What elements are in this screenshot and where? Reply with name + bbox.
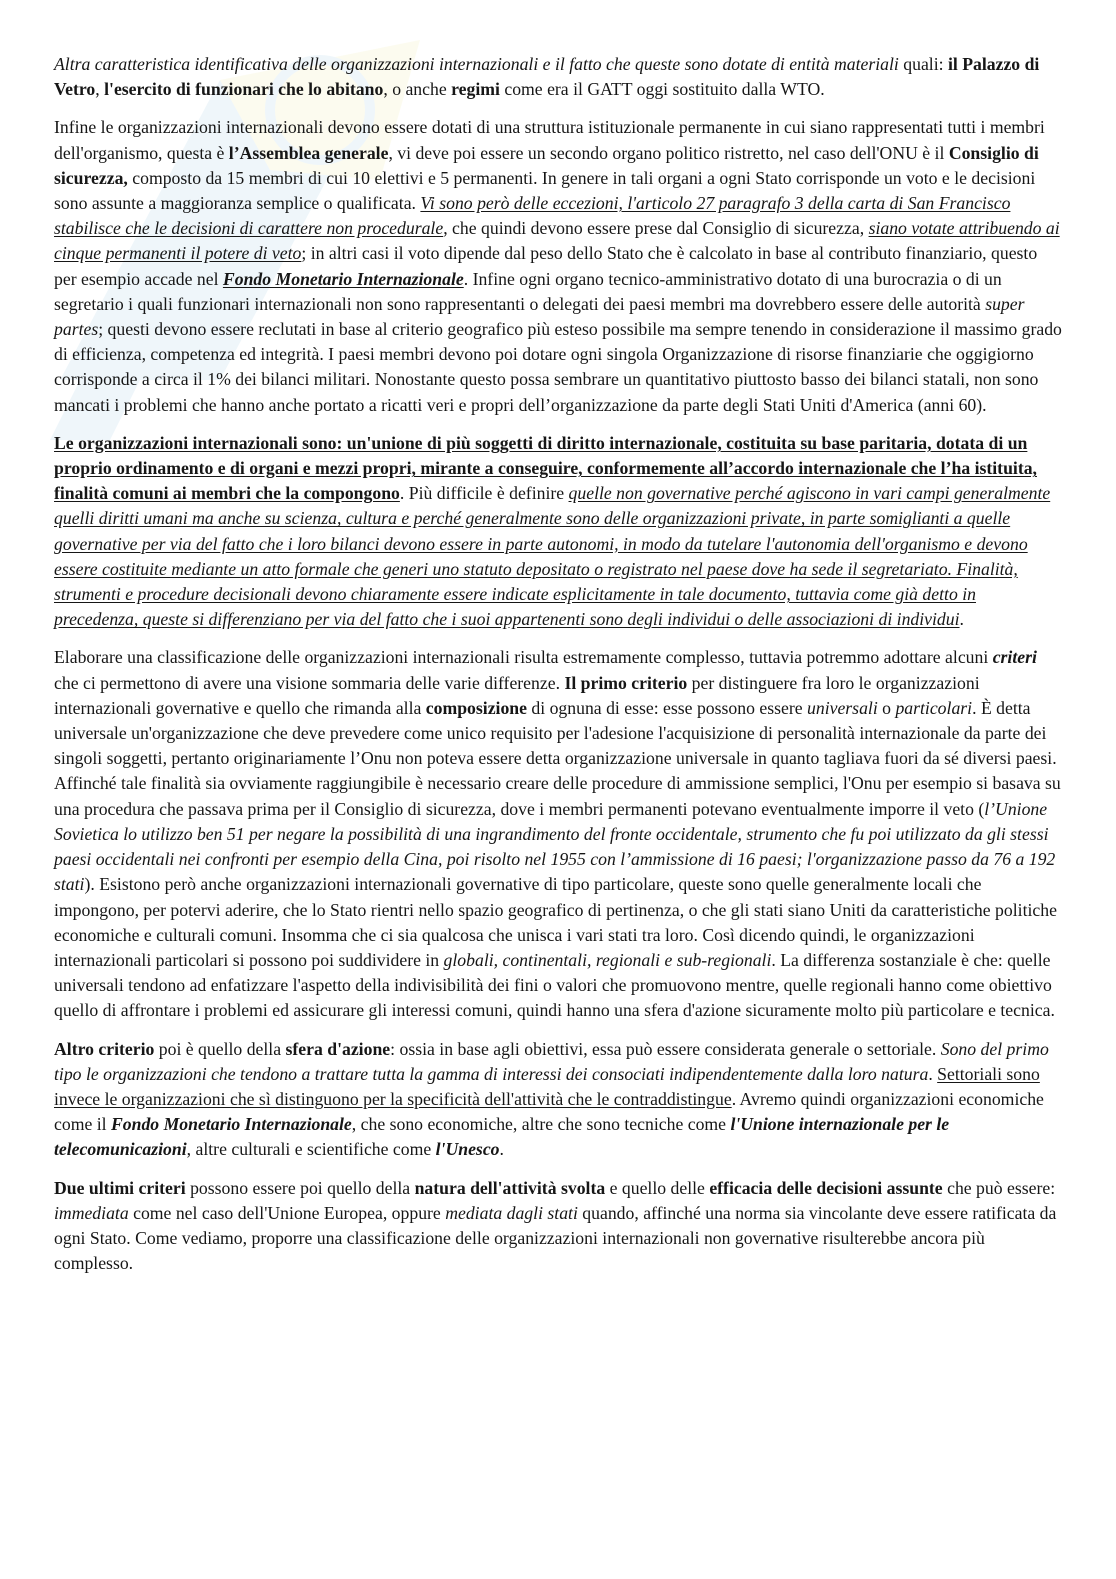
p1-palazzo: il Palazzo di Vetro: [54, 54, 1040, 100]
p1-regimi: regimi: [451, 79, 500, 100]
p5-settoriali: Settoriali sono invece le organizzazioni che sì distinguono per la specificità dell'attività che le contraddistingue: [54, 1063, 1040, 1109]
p4-unione-sovietica: l’Unione Sovietica lo utilizzo ben 51 per negare la possibilità di una ingrandimento del fronte occidentale, strumento che fu poi utilizzato da gli stessi paesi occidentali nei confronti per esempio della Cina, poi risolto nel 1955 con l’ammissione di 16 paesi; l'organizzazione passo da 76 a 192 stati: [54, 798, 1056, 895]
p2-fmi: Fondo Monetario Internazionale: [222, 268, 464, 289]
paragraph-3: Le organizzazioni internazionali sono: un'unione di più soggetti di diritto internazionale, costituita su base paritaria, dotata di un proprio ordinamento e di organi e mezzi propri, mirante a conseguire, conformemente all’accordo internazionale che l’ha istituita, finalità comuni ai membri che la compongono. Più difficile è definire quelle non governative perché agiscono in vari campi generalmente quelli diritti umani ma anche su scienza, cultura e perché generalmente sono delle organizzazioni private, in parte somiglianti a quelle governative per via del fatto che i loro bilanci devono essere in parte autonomi, in modo da tutelare l'autonomia dell'organismo e devono essere costituite mediante un atto formale che generi uno statuto depositato o registrato nel paese dove ha sede il segretariato. Finalità, strumenti e procedure decisionali devono chiaramente essere indicate esplicitamente in tale documento, tuttavia come già detto in precedenza, queste si differenziano per via del fatto che i suoi appartenenti sono degli individui o delle associazioni di individui.: [54, 432, 1051, 630]
p3-non-governative: quelle non governative perché agiscono in vari campi generalmente quelli diritti umani ma anche su scienza, cultura e perché generalmente sono delle organizzazioni private, in parte somiglianti a quelle governative per via del fatto che i loro bilanci devono essere in parte autonomi, in modo da tutelare l'autonomia dell'organismo e devono essere costituite mediante un atto formale che generi uno statuto depositato o registrato nel paese dove ha sede il segretariato. Finalità, strumenti e procedure decisionali devono chiaramente essere indicate esplicitamente in tale documento, tuttavia come già detto in precedenza, queste si differenziano per via del fatto che i suoi appartenenti sono degli individui o delle associazioni di individui: [54, 483, 1051, 630]
p1-esercito: l'esercito di funzionari che lo abitano: [104, 79, 384, 100]
p6-immediata: immediata: [54, 1202, 129, 1223]
p4-criteri: criteri: [992, 647, 1037, 668]
p6-natura: natura dell'attività svolta: [414, 1177, 606, 1198]
p4-universali: universali: [807, 697, 878, 718]
p4-primo-criterio: Il primo criterio: [564, 672, 688, 693]
p4-composizione: composizione: [425, 697, 527, 718]
p6-ultimi-criteri: Due ultimi criteri: [54, 1177, 186, 1198]
p2-super-partes: super partes: [54, 293, 1025, 340]
p4-suddivisioni: globali, continentali, regionali e sub-regionali: [443, 949, 772, 970]
p2-veto: siano votate attribuendo ai cinque permanenti il potere di veto: [54, 218, 1060, 264]
paragraph-2: Infine le organizzazioni internazionali devono essere dotati di una struttura istituzionale permanente in cui siano rappresentati tutti i membri dell'organismo, questa è l’Assemblea generale, vi deve poi essere un secondo organo politico ristretto, nel caso dell'ONU è il Consiglio di sicurezza, composto da 15 membri di cui 10 elettivi e 5 permanenti. In genere in tali organi a ogni Stato corrisponde un voto e le decisioni sono assunte a maggioranza semplice o qualificata. Vi sono però delle eccezioni, l'articolo 27 paragrafo 3 della carta di San Francisco stabilisce che le decisioni di carattere non procedurale, che quindi devono essere prese dal Consiglio di sicurezza, siano votate attribuendo ai cinque permanenti il potere di veto; in altri casi il voto dipende dal peso dello Stato che è calcolato in base al contributo finanziario, questo per esempio accade nel Fondo Monetario Internazionale. Infine ogni organo tecnico-amministrativo dotato di una burocrazia o di un segretario i quali funzionari internazionali non sono rappresentanti o delegati dei paesi membri ma dovrebbero essere delle autorità super partes; questi devono essere reclutati in base al criterio geografico più esteso possibile ma sempre tenendo in considerazione il massimo grado di efficienza, competenza ed integrità. I paesi membri devono poi dotare ogni singola Organizzazione di risorse finanziarie che oggigiorno corrisponde a circa il 1% dei bilanci militari. Nonostante questo possa sembrare un quantitativo piuttosto basso dei bilanci statali, non sono mancati i problemi che hanno anche portato a ricatti veri e propri dell’organizzazione da parte degli Stati Uniti d'America (anni 60).: [54, 117, 1062, 415]
p2-consiglio: Consiglio di sicurezza,: [54, 142, 1039, 188]
p5-uit: l'Unione internazionale per le telecomunicazioni: [54, 1114, 950, 1160]
paragraph-6: Due ultimi criteri possono essere poi quello della natura dell'attività svolta e quello delle efficacia delle decisioni assunte che può essere: immediata come nel caso dell'Unione Europea, oppure mediata dagli stati quando, affinché una norma sia vincolante deve essere ratificata da ogni Stato. Come vediamo, proporre una classificazione delle organizzazioni internazionali non governative risulterebbe ancora più complesso.: [54, 1177, 1057, 1274]
p4-particolari: particolari: [895, 697, 973, 718]
paragraph-4: Elaborare una classificazione delle organizzazioni internazionali risulta estremamente complesso, tuttavia potremmo adottare alcuni criteri che ci permettono di avere una visione sommaria delle varie differenze. Il primo criterio per distinguere fra loro le organizzazioni internazionali governative e quello che rimanda alla composizione di ognuna di esse: esse possono essere universali o particolari. È detta universale un'organizzazione che deve prevedere come unico requisito per l'adesione l'acquisizione di personalità internazionale da parte dei singoli soggetti, pertanto originariamente l’Onu non poteva essere detta organizzazione universale in quanto tagliava fuori da sé diversi paesi. Affinché tale finalità sia ovviamente raggiungibile è necessario creare delle procedure di ammissione semplici, l'Onu per esempio si basava su una procedura che passava prima per il Consiglio di sicurezza, dove i membri permanenti potevano eventualmente imporre il veto (l’Unione Sovietica lo utilizzo ben 51 per negare la possibilità di una ingrandimento del fronte occidentale, strumento che fu poi utilizzato da gli stessi paesi occidentali nei confronti per esempio della Cina, poi risolto nel 1955 con l’ammissione di 16 paesi; l'organizzazione passo da 76 a 192 stati). Esistono però anche organizzazioni internazionali governative di tipo particolare, queste sono quelle generalmente locali che impongono, per potervi aderire, che lo Stato rientri nello spazio geografico di pertinenza, o che gli stati siano Uniti da caratteristiche politiche economiche e culturali comuni. Insomma che ci sia qualcosa che unisca i vari stati tra loro. Così dicendo quindi, le organizzazioni internazionali particolari si possono poi suddividere in globali, continentali, regionali e sub-regionali. La differenza sostanziale è che: quelle universali tendono ad enfatizzare l'aspetto della indivisibilità dei fini o valori che promuovono mentre, quelle regionali hanno come obiettivo quello di affrontare i problemi ed assicurare gli interessi comuni, quindi hanno una sfera d'azione sicuramente molto più particolare e tecnica.: [54, 647, 1061, 1021]
p1-intro: Altra caratteristica identificativa delle organizzazioni internazionali e il fatto che queste sono dotate di entità materiali: [54, 54, 899, 74]
p5-sfera: sfera d'azione: [285, 1038, 391, 1059]
paragraph-1: Altra caratteristica identificativa delle organizzazioni internazionali e il fatto che queste sono dotate di entità materiali quali: il Palazzo di Vetro, l'esercito di funzionari che lo abitano, o anche regimi come era il GATT oggi sostituito dalla WTO.: [54, 54, 1040, 100]
p3-definizione: Le organizzazioni internazionali sono: un'unione di più soggetti di diritto internazionale, costituita su base paritaria, dotata di un proprio ordinamento e di organi e mezzi propri, mirante a conseguire, conformemente all’accordo internazionale che l’ha istituita, finalità comuni ai membri che la compongono: [54, 432, 1037, 504]
p6-mediata: mediata dagli stati: [445, 1202, 578, 1223]
p5-unesco: l'Unesco: [435, 1139, 500, 1160]
paragraph-5: Altro criterio poi è quello della sfera d'azione: ossia in base agli obiettivi, essa può essere considerata generale o settoriale. Sono del primo tipo le organizzazioni che tendono a trattare tutta la gamma di interessi dei consociati indipendentemente dalla loro natura. Settoriali sono invece le organizzazioni che sì distinguono per la specificità dell'attività che le contraddistingue. Avremo quindi organizzazioni economiche come il Fondo Monetario Internazionale, che sono economiche, altre che sono tecniche come l'Unione internazionale per le telecomunicazioni, altre culturali e scientifiche come l'Unesco.: [54, 1038, 1049, 1160]
p5-altro-criterio: Altro criterio: [54, 1038, 155, 1059]
p2-assemblea: l’Assemblea generale: [228, 142, 389, 163]
p6-efficacia: efficacia delle decisioni assunte: [709, 1177, 943, 1198]
p5-fmi: Fondo Monetario Internazionale: [110, 1114, 352, 1135]
p2-eccezioni: Vi sono però delle eccezioni, l'articolo 27 paragrafo 3 della carta di San Francisco stabilisce che le decisioni di carattere non procedurale: [54, 193, 1011, 239]
p5-primo-tipo: Sono del primo tipo le organizzazioni che tendono a trattare tutta la gamma di interessi dei consociati indipendentemente dalla loro natura: [54, 1038, 1049, 1084]
